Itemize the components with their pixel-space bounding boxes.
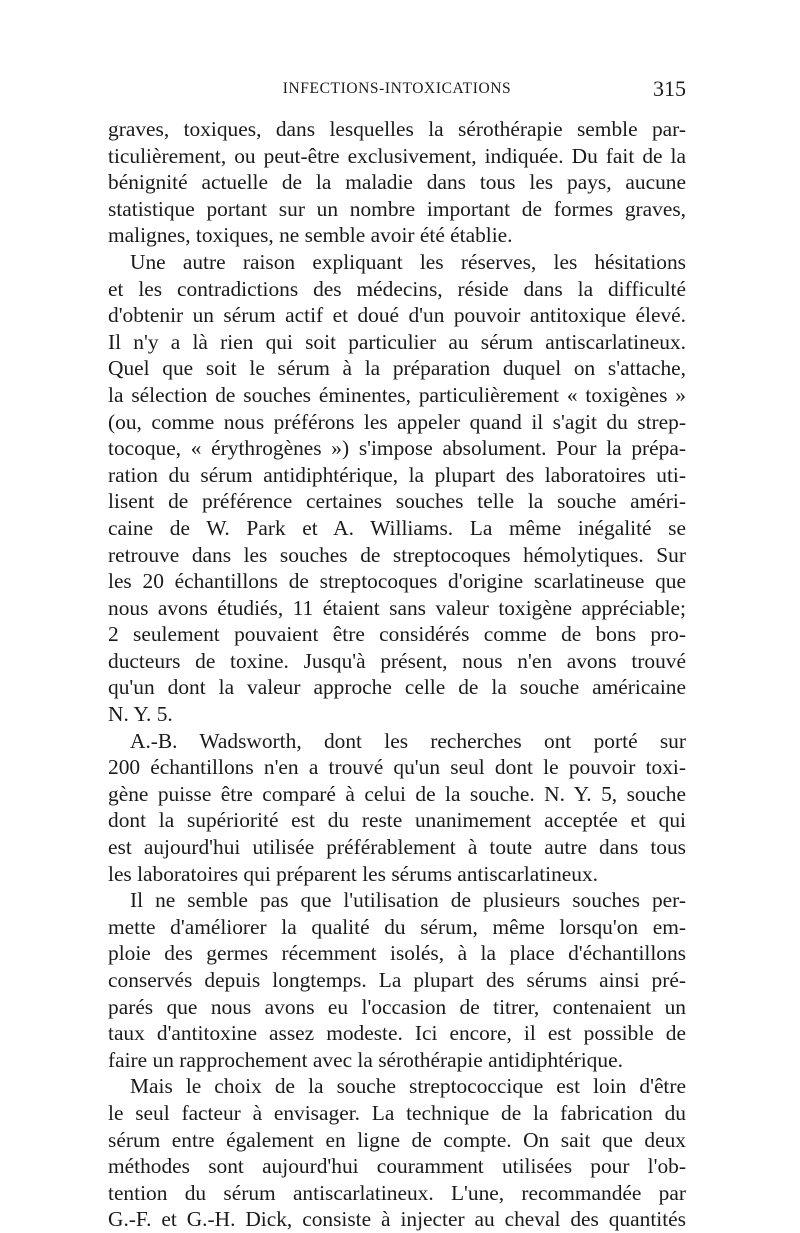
text-line: graves, toxiques, dans lesquelles la sérothérapie semble par- <box>108 117 686 141</box>
text-line: Quel que soit le sérum à la préparation duquel on s'attache, <box>108 356 686 381</box>
text-line: gène puisse être comparé à celui de la souche. N. Y. 5, souche <box>108 781 686 806</box>
text-line: les laboratoires qui préparent les sérums antiscarlatineux. <box>108 861 599 886</box>
text-line: dont la supériorité est du reste unanimement acceptée et qui <box>108 808 686 833</box>
text-line: est aujourd'hui utilisée préférablement à toute autre dans tous <box>108 835 686 860</box>
text-line: Mais le choix de la souche streptococcique est loin d'être <box>130 1074 686 1099</box>
text-line: qu'un dont la valeur approche celle de la souche américaine <box>108 675 686 700</box>
text-line: G.-F. et G.-H. Dick, consiste à injecter au cheval des quantités <box>108 1207 686 1232</box>
text-line: ration du sérum antidiphtérique, la plupart des laboratoires uti- <box>108 462 686 487</box>
text-line: 2 seulement pouvaient être considérés comme de bons pro- <box>108 622 686 647</box>
text-line: taux d'antitoxine assez modeste. Ici encore, il est possible de <box>108 1021 686 1046</box>
text-line: tocoque, « érythrogènes ») s'impose absolument. Pour la prépa- <box>108 436 686 461</box>
text-line: bénignité actuelle de la maladie dans tous les pays, aucune <box>108 170 686 195</box>
text-line: parés que nous avons eu l'occasion de titrer, contenaient un <box>108 994 686 1019</box>
text-line: conservés depuis longtemps. La plupart des sérums ainsi pré- <box>108 968 686 992</box>
text-line: (ou, comme nous préférons les appeler quand il s'agit du strep- <box>108 409 686 434</box>
text-line: faire un rapprochement avec la sérothérapie antidiphtérique. <box>108 1047 623 1072</box>
text-line: Une autre raison expliquant les réserves, les hésitations <box>130 249 686 274</box>
text-line: mette d'améliorer la qualité du sérum, même lorsqu'on em- <box>108 914 686 939</box>
text-line: 200 échantillons n'en a trouvé qu'un seul dont le pouvoir toxi- <box>108 755 686 780</box>
body-text <box>108 116 686 1233</box>
running-title: INFECTIONS-INTOXICATIONS <box>282 80 512 97</box>
text-line: nous avons étudiés, 11 étaient sans valeur toxigène appréciable; <box>108 595 686 620</box>
text-line: lisent de préférence certaines souches telle la souche améri- <box>108 489 686 514</box>
text-line: tention du sérum antiscarlatineux. L'une, recommandée par <box>108 1180 686 1205</box>
text-line: retrouve dans les souches de streptocoques hémolytiques. Sur <box>108 542 686 567</box>
page-number: 315 <box>653 76 686 101</box>
text-line: ducteurs de toxine. Jusqu'à présent, nous n'en avons trouvé <box>108 648 686 673</box>
text-line: sérum entre également en ligne de compte. On sait que deux <box>108 1127 686 1152</box>
text-line: Il n'y a là rien qui soit particulier au sérum antiscarlatineux. <box>108 329 686 354</box>
text-line: le seul facteur à envisager. La technique de la fabrication du <box>108 1100 686 1125</box>
text-line: Il ne semble pas que l'utilisation de plusieurs souches per- <box>130 888 686 913</box>
text-line: N. Y. 5. <box>108 702 173 727</box>
text-line: statistique portant sur un nombre important de formes graves, <box>108 196 686 221</box>
text-line: A.-B. Wadsworth, dont les recherches ont porté sur <box>130 728 686 753</box>
text-line: la sélection de souches éminentes, particulièrement « toxigènes » <box>108 382 686 407</box>
text-line: malignes, toxiques, ne semble avoir été établie. <box>108 223 513 248</box>
text-line: d'obtenir un sérum actif et doué d'un pouvoir antitoxique élevé. <box>108 303 686 328</box>
text-line: les 20 échantillons de streptocoques d'origine scarlatineuse que <box>108 569 686 594</box>
text-line: ticulièrement, ou peut-être exclusivement, indiquée. Du fait de la <box>108 143 686 168</box>
text-line: ploie des germes récemment isolés, à la place d'échantillons <box>108 941 686 966</box>
text-line: caine de W. Park et A. Williams. La même inégalité se <box>108 515 686 540</box>
text-line: et les contradictions des médecins, réside dans la difficulté <box>108 276 686 301</box>
page-header <box>108 74 686 104</box>
text-line: méthodes sont aujourd'hui couramment utilisées pour l'ob- <box>108 1154 686 1179</box>
